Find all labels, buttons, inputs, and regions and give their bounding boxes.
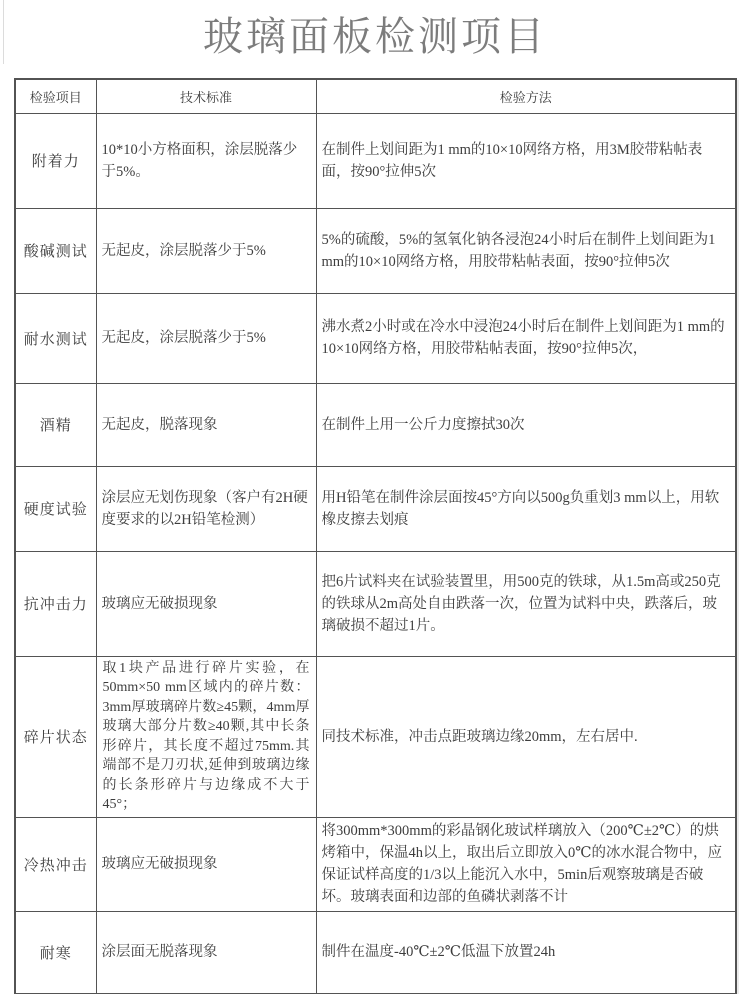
cell-item: 酸碱测试 (15, 208, 96, 293)
cell-method: 同技术标准，冲击点距玻璃边缘20mm，左右居中. (316, 656, 736, 817)
cell-standard: 取1块产品进行碎片实验，在50mm×50 mm区域内的碎片数：3mm厚玻璃碎片数≥45颗，4mm厚玻璃大部分片数≥40颗,其中长条形碎片，其长度不超过75mm.其端部不是刀刃状,延伸到玻璃边缘的长条形碎片与边缘成不大于45°； (96, 656, 316, 817)
table-row-thermal-shock (15, 817, 736, 911)
cell-method: 将300mm*300mm的彩晶钢化玻试样璃放入（200℃±2℃）的烘烤箱中，保温4h以上，取出后立即放入0℃的冰水混合物中，应保证试样高度的1/3以上能沉入水中，5min后观察玻璃是否破坏。玻璃表面和边部的鱼磷状剥落不计 (316, 817, 736, 911)
cell-item: 耐水测试 (15, 293, 96, 383)
cell-item: 酒精 (15, 383, 96, 466)
cell-item: 冷热冲击 (15, 817, 96, 911)
cell-method: 在制件上划间距为1 mm的10×10网络方格，用3M胶带粘帖表面，按90°拉伸5次 (316, 113, 736, 208)
table-row-impact (15, 551, 736, 656)
cell-item: 附着力 (15, 113, 96, 208)
table-row-alcohol (15, 383, 736, 466)
table-row-cold-resist (15, 911, 736, 994)
cell-method: 沸水煮2小时或在冷水中浸泡24小时后在制件上划间距为1 mm的10×10网络方格，用胶带粘帖表面，按90°拉伸5次， (316, 293, 736, 383)
cell-item: 硬度试验 (15, 466, 96, 551)
header-cell-method: 检验方法 (316, 79, 736, 113)
cell-standard: 玻璃应无破损现象 (96, 817, 316, 911)
table-row-water-resist (15, 293, 736, 383)
page-title: 玻璃面板检测项目 (203, 14, 547, 59)
cell-item: 碎片状态 (15, 656, 96, 817)
cell-standard: 无起皮，涂层脱落少于5% (96, 208, 316, 293)
table-row-fragment-state (15, 656, 736, 817)
cell-standard: 涂层应无划伤现象（客户有2H硬度要求的以2H铅笔检测） (96, 466, 316, 551)
cell-method: 用H铅笔在制件涂层面按45°方向以500g负重划3 mm以上，用软橡皮擦去划痕 (316, 466, 736, 551)
cell-method: 5%的硫酸，5%的氢氧化钠各浸泡24小时后在制件上划间距为1 mm的10×10网络方格，用胶带粘帖表面，按90°拉伸5次 (316, 208, 736, 293)
cell-method: 在制件上用一公斤力度擦拭30次 (316, 383, 736, 466)
cell-standard: 玻璃应无破损现象 (96, 551, 316, 656)
table-row-hardness (15, 466, 736, 551)
header-cell-standard: 技术标准 (96, 79, 316, 113)
table-row-acid-alkali (15, 208, 736, 293)
cell-standard: 无起皮，涂层脱落少于5% (96, 293, 316, 383)
table-row-adhesion (15, 113, 736, 208)
cell-standard: 无起皮，脱落现象 (96, 383, 316, 466)
table-header-row (15, 79, 736, 113)
cell-standard: 10*10小方格面积，涂层脱落少于5%。 (96, 113, 316, 208)
cell-item: 耐寒 (15, 911, 96, 994)
cell-item: 抗冲击力 (15, 551, 96, 656)
cell-method: 制件在温度-40℃±2℃低温下放置24h (316, 911, 736, 994)
cell-method: 把6片试料夹在试验装置里，用500克的铁球，从1.5m高或250克的铁球从2m高处自由跌落一次，位置为试料中央，跌落后，玻璃破损不超过1片。 (316, 551, 736, 656)
cell-standard: 涂层面无脱落现象 (96, 911, 316, 994)
header-cell-item: 检验项目 (15, 79, 96, 113)
inspection-table (14, 78, 737, 994)
